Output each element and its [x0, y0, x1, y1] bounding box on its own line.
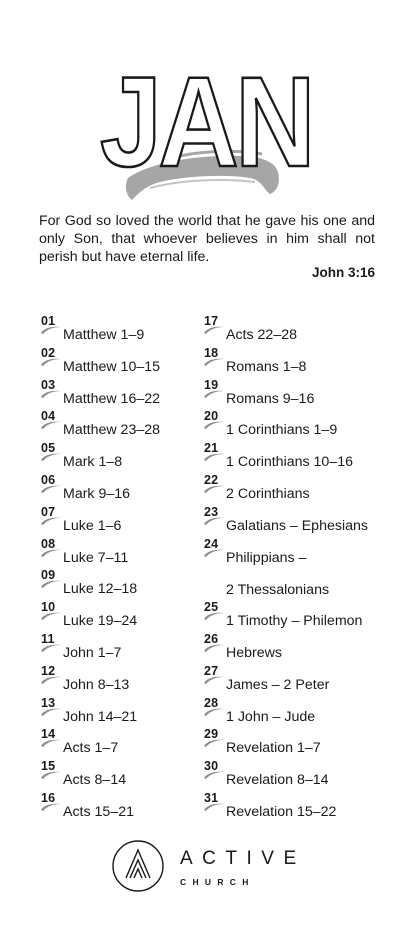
day-number: 25: [204, 600, 219, 615]
day-number: 07: [41, 504, 56, 519]
day-number: 12: [41, 663, 56, 678]
swoosh-icon: [203, 357, 225, 367]
passage-label: Matthew 10–15: [63, 358, 161, 375]
swoosh-icon: [203, 484, 225, 494]
passage-label: Revelation 1–7: [226, 740, 321, 757]
reading-item: [40, 505, 200, 537]
passage-label-continued: 2 Thessalonians: [226, 581, 330, 598]
swoosh-icon: [40, 611, 62, 621]
passage-label: Matthew 23–28: [63, 422, 161, 439]
passage-label: Acts 8–14: [63, 772, 127, 789]
day-marker: [40, 473, 62, 495]
swoosh-icon: [40, 707, 62, 717]
reading-item: [203, 600, 393, 632]
day-number: 11: [41, 631, 55, 646]
passage-label: 2 Corinthians: [226, 485, 310, 502]
logo-name: ACTIVE: [180, 848, 306, 869]
reading-item: [203, 505, 393, 537]
passage-label: 1 Corinthians 1–9: [226, 422, 338, 439]
day-marker: [203, 505, 225, 527]
passage-label: John 1–7: [63, 644, 122, 661]
day-number: 27: [204, 663, 219, 678]
reading-item: [40, 441, 200, 473]
reading-item: [203, 409, 393, 441]
swoosh-icon: [203, 802, 225, 812]
passage-label: Luke 12–18: [63, 581, 138, 598]
reading-item: [40, 696, 200, 728]
passage-label: Galatians – Ephesians: [226, 517, 368, 534]
brush-stroke-icon: [0, 62, 413, 212]
day-number: 31: [204, 790, 219, 805]
day-marker: [203, 632, 225, 654]
reading-item: [40, 727, 200, 759]
reading-item: [203, 727, 393, 759]
swoosh-icon: [40, 738, 62, 748]
reading-item: [203, 378, 393, 410]
swoosh-icon: [203, 516, 225, 526]
month-title: JAN: [100, 62, 312, 194]
reading-item: [40, 473, 200, 505]
day-number: 16: [41, 790, 56, 805]
swoosh-icon: [40, 516, 62, 526]
day-marker: [40, 441, 62, 463]
swoosh-icon: [203, 452, 225, 462]
passage-label: Luke 1–6: [63, 517, 122, 534]
reading-item: [203, 346, 393, 378]
passage-label: Romans 9–16: [226, 390, 315, 407]
day-number: 10: [41, 600, 56, 615]
day-marker: [40, 505, 62, 527]
swoosh-icon: [40, 389, 62, 399]
swoosh-icon: [203, 707, 225, 717]
reading-item: [203, 696, 393, 728]
swoosh-icon: [203, 770, 225, 780]
swoosh-icon: [203, 325, 225, 335]
reading-item: [40, 759, 200, 791]
passage-label: James – 2 Peter: [226, 676, 330, 693]
passage-label: Acts 1–7: [63, 740, 119, 757]
day-marker: [40, 346, 62, 368]
day-marker: [40, 537, 62, 559]
passage-label: Revelation 15–22: [226, 803, 337, 820]
reading-list-left: [40, 314, 200, 823]
passage-label: Luke 19–24: [63, 613, 138, 630]
day-number: 29: [204, 727, 219, 742]
passage-label: 1 Timothy – Philemon: [226, 613, 363, 630]
reading-item: [203, 314, 393, 346]
day-marker: [40, 378, 62, 400]
swoosh-icon: [40, 420, 62, 430]
day-marker: [40, 727, 62, 749]
reading-item: [40, 378, 200, 410]
day-marker: [40, 759, 62, 781]
day-number: 01: [41, 314, 56, 328]
reading-item: [203, 537, 393, 601]
day-number: 06: [41, 472, 56, 487]
day-number: 17: [204, 314, 219, 328]
day-marker: [40, 664, 62, 686]
day-marker: [40, 314, 62, 336]
day-marker: [40, 600, 62, 622]
passage-label: Mark 9–16: [63, 485, 131, 502]
reading-item: [203, 473, 393, 505]
day-number: 14: [41, 727, 56, 742]
passage-label: 1 Corinthians 10–16: [226, 454, 353, 471]
reading-item: [40, 632, 200, 664]
day-number: 23: [204, 504, 219, 519]
swoosh-icon: [40, 675, 62, 685]
reading-list-right: [203, 314, 393, 823]
swoosh-icon: [40, 548, 62, 558]
day-number: 22: [204, 472, 219, 487]
swoosh-icon: [203, 548, 225, 558]
day-number: 15: [41, 759, 56, 774]
passage-label: John 14–21: [63, 708, 138, 725]
swoosh-icon: [203, 611, 225, 621]
reading-item: [40, 314, 200, 346]
swoosh-icon: [203, 738, 225, 748]
day-number: 21: [204, 441, 219, 456]
day-marker: [203, 759, 225, 781]
day-number: 30: [204, 759, 219, 774]
day-number: 02: [41, 345, 56, 360]
swoosh-icon: [40, 643, 62, 653]
reading-item: [40, 409, 200, 441]
day-number: 08: [41, 536, 56, 551]
day-number: 28: [204, 695, 219, 710]
day-number: 13: [41, 695, 56, 710]
day-number: 19: [204, 377, 219, 392]
swoosh-icon: [40, 484, 62, 494]
day-number: 05: [41, 441, 56, 456]
passage-label: Luke 7–11: [63, 549, 129, 566]
reading-item: [40, 537, 200, 569]
passage-label: Acts 22–28: [226, 327, 297, 343]
day-marker: [40, 409, 62, 431]
day-marker: [203, 664, 225, 686]
day-marker: [40, 632, 62, 654]
passage-label: Mark 1–8: [63, 454, 123, 471]
day-marker: [40, 568, 62, 590]
day-number: 09: [41, 568, 56, 583]
day-number: 03: [41, 377, 56, 392]
passage-label: 1 John – Jude: [226, 708, 316, 725]
day-number: 20: [204, 409, 219, 424]
day-marker: [203, 600, 225, 622]
passage-label: Acts 15–21: [63, 803, 134, 820]
passage-label: Matthew 16–22: [63, 390, 161, 407]
swoosh-icon: [203, 420, 225, 430]
swoosh-icon: [203, 675, 225, 685]
verse-reference: John 3:16: [311, 265, 375, 280]
swoosh-icon: [40, 802, 62, 812]
reading-item: [40, 791, 200, 823]
day-marker: [203, 791, 225, 813]
swoosh-icon: [40, 770, 62, 780]
day-marker: [40, 696, 62, 718]
day-marker: [40, 791, 62, 813]
day-marker: [203, 314, 225, 336]
reading-item: [203, 632, 393, 664]
passage-label: Revelation 8–14: [226, 772, 329, 789]
passage-label: Matthew 1–9: [63, 327, 145, 343]
active-church-logo-icon: [110, 838, 166, 894]
passage-label: Hebrews: [226, 644, 282, 661]
verse-text: For God so loved the world that he gave his one and only Son, that whoever believes in him shall not perish but have eternal life.: [39, 213, 375, 265]
day-number: 04: [41, 409, 56, 424]
reading-item: [203, 441, 393, 473]
day-marker: [203, 537, 225, 559]
day-marker: [203, 378, 225, 400]
passage-label: Romans 1–8: [226, 358, 307, 375]
swoosh-icon: [40, 452, 62, 462]
passage-label: Philippians –: [226, 549, 307, 566]
logo-subtitle: CHURCH: [180, 877, 255, 887]
swoosh-icon: [203, 389, 225, 399]
reading-item: [40, 568, 200, 600]
day-marker: [203, 409, 225, 431]
day-number: 26: [204, 631, 219, 646]
day-marker: [203, 696, 225, 718]
reading-item: [40, 346, 200, 378]
reading-item: [203, 664, 393, 696]
church-logo: [110, 838, 310, 894]
reading-item: [40, 664, 200, 696]
reading-item: [203, 759, 393, 791]
day-marker: [203, 441, 225, 463]
day-marker: [203, 473, 225, 495]
swoosh-icon: [40, 579, 62, 589]
swoosh-icon: [203, 643, 225, 653]
passage-label: John 8–13: [63, 676, 130, 693]
day-number: 18: [204, 345, 219, 360]
swoosh-icon: [40, 325, 62, 335]
day-marker: [203, 346, 225, 368]
swoosh-icon: [40, 357, 62, 367]
reading-item: [203, 791, 393, 823]
day-marker: [203, 727, 225, 749]
reading-item: [40, 600, 200, 632]
month-title-block: [0, 62, 413, 212]
day-number: 24: [204, 536, 219, 551]
